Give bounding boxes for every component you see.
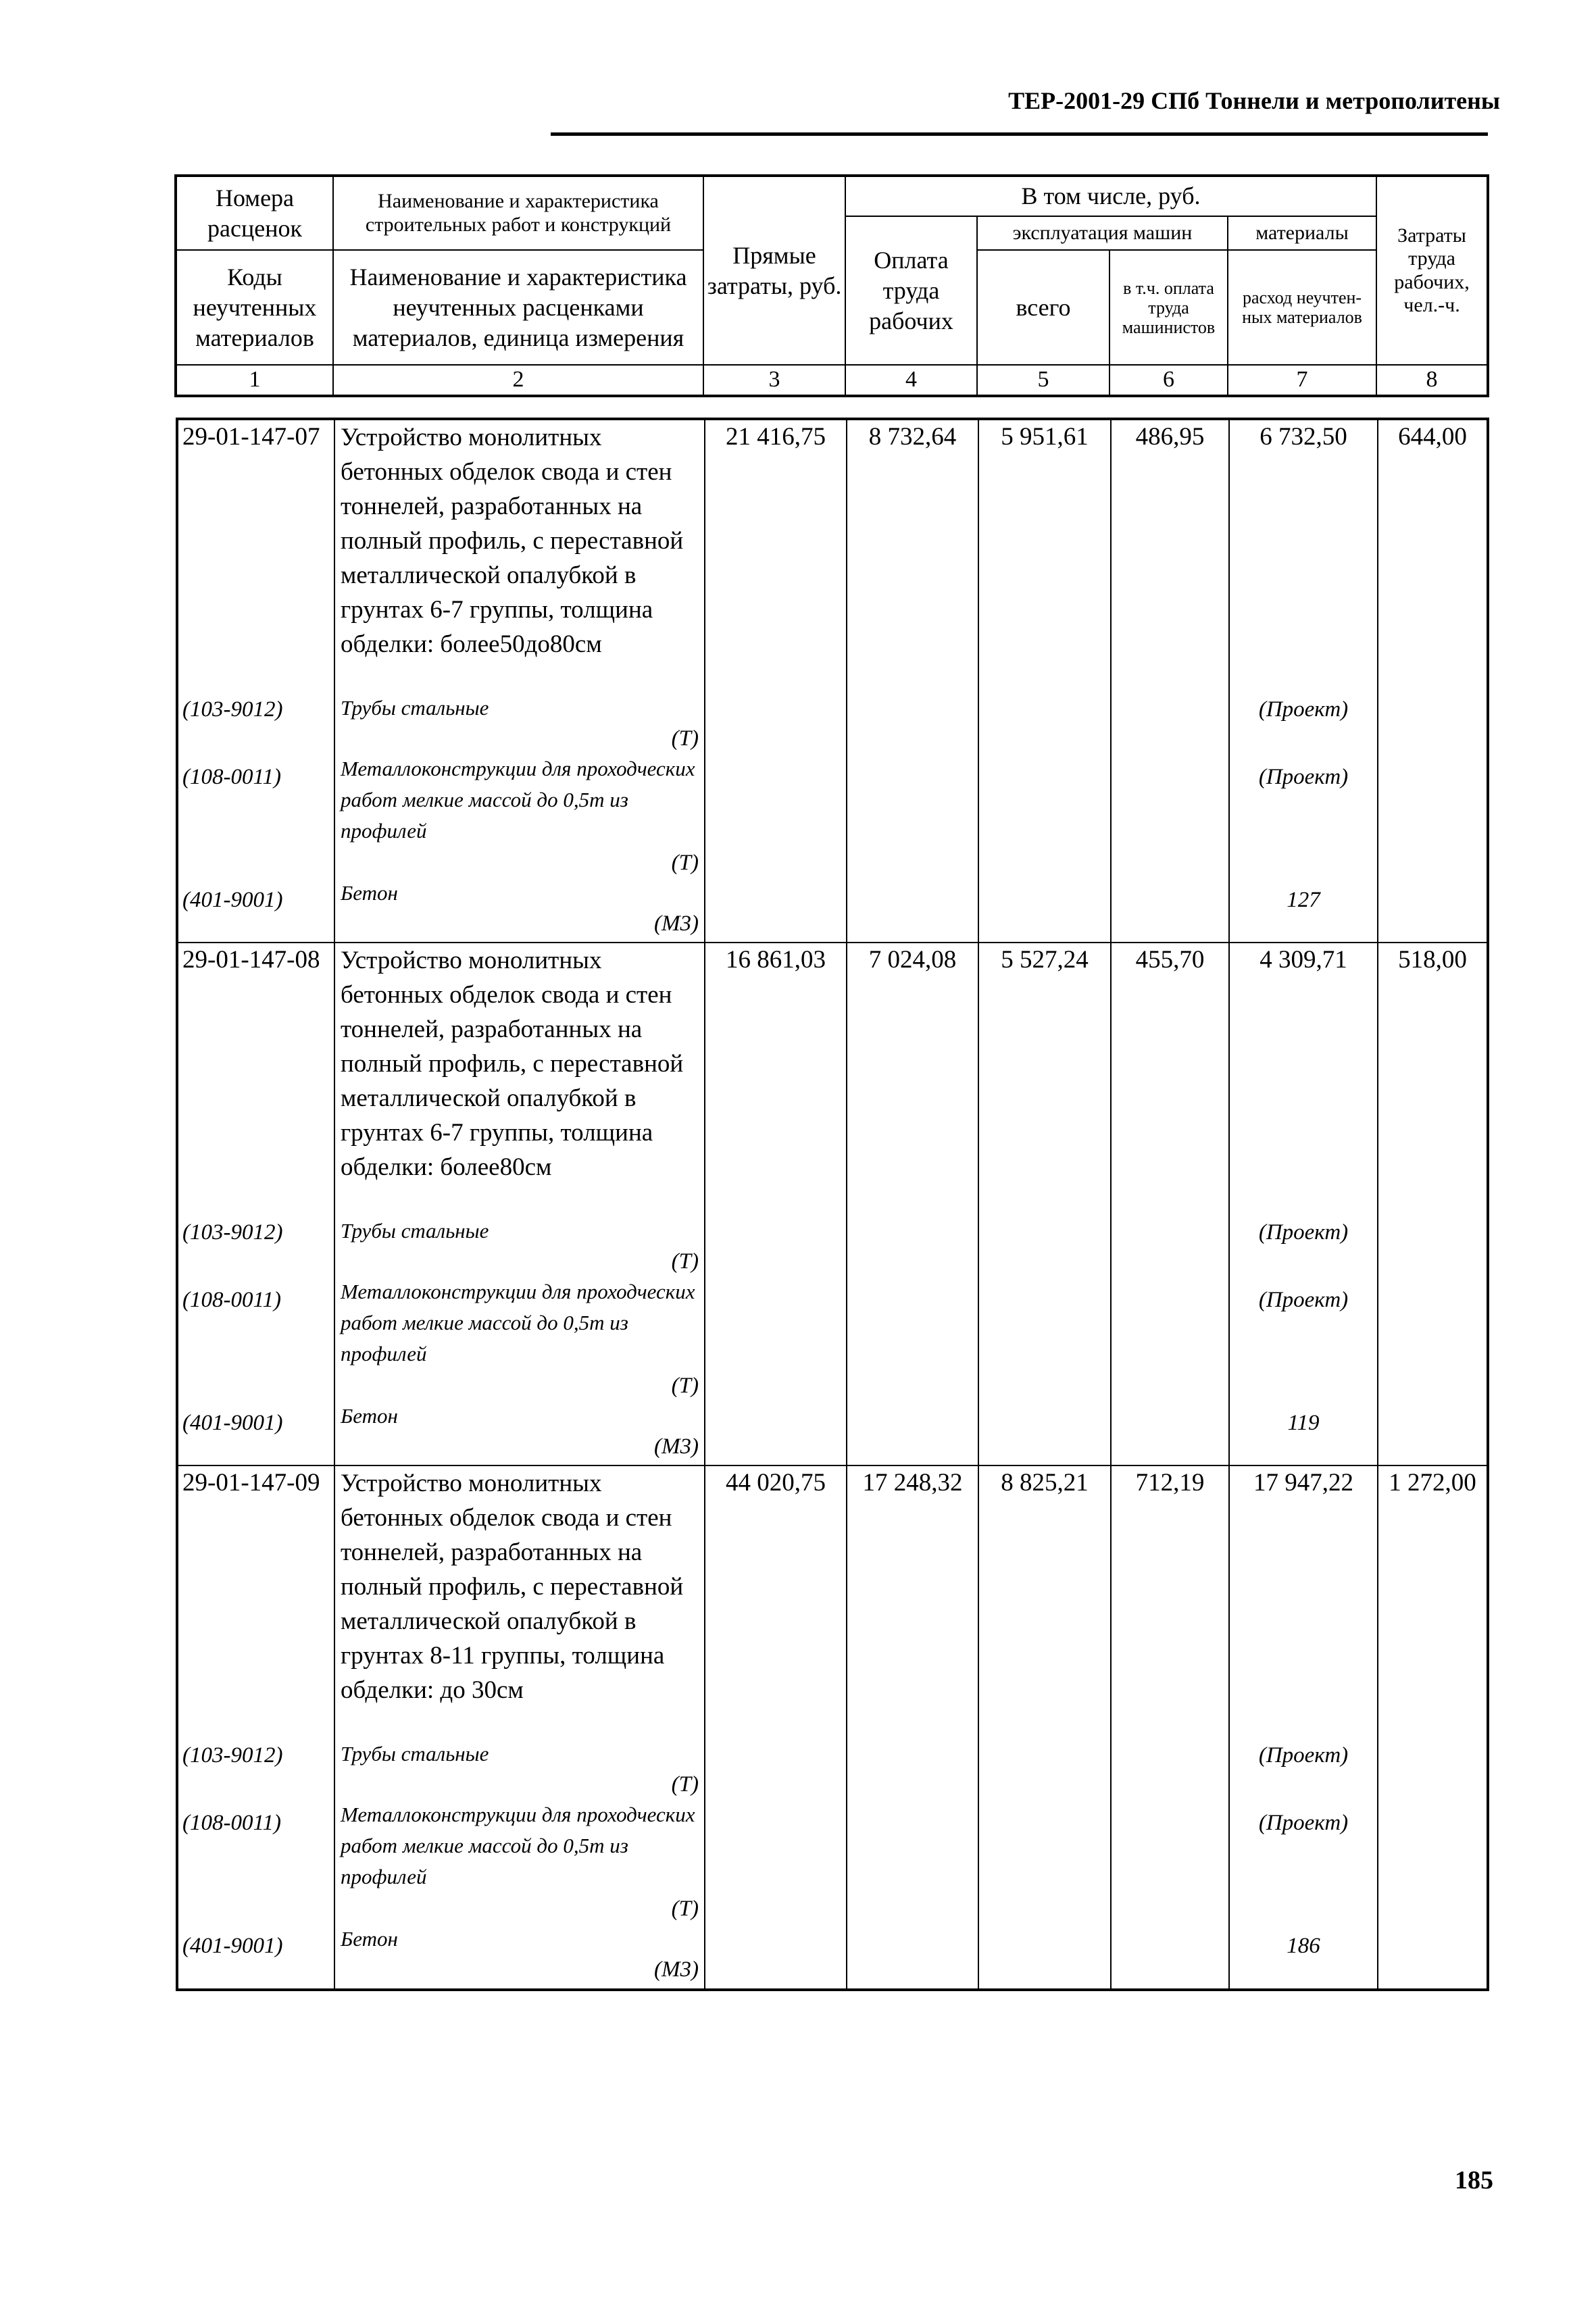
material-value: 186	[1287, 1934, 1320, 1958]
material-code: (108-0011)	[182, 765, 282, 789]
col-header-codes: Номера расценок	[176, 176, 333, 250]
operators-cost: 486,95	[1111, 419, 1229, 943]
material-unit: (Т)	[671, 1772, 699, 1797]
material-value: 127	[1287, 888, 1320, 912]
col-header-materials-name: Наименование и характеристика неучтенных расценками материалов, единица измерения	[333, 250, 703, 365]
col-header-codes-unaccounted: Коды неучтенных материалов	[176, 250, 333, 365]
material-value: (Проект)	[1258, 697, 1349, 722]
material-unit: (М3)	[654, 1434, 699, 1459]
col-header-hours: Затраты труда рабочих, чел.-ч.	[1376, 176, 1488, 365]
material-name: Бетон	[341, 1927, 398, 1951]
table-row	[177, 1465, 1488, 1990]
material-name: Бетон	[341, 881, 398, 905]
material-unit: (Т)	[671, 1374, 699, 1398]
material-code: (108-0011)	[182, 1288, 282, 1312]
material-name: Металлоконструкции для проходческих работ мелкие массой до 0,5т из профилей	[341, 757, 695, 843]
material-value: (Проект)	[1258, 1220, 1349, 1245]
material-value: 119	[1287, 1411, 1320, 1435]
rate-code: 29-01-147-07	[182, 423, 320, 451]
work-description: Устройство монолитных бетонных обделок свода и стен тоннелей, разработанных на полный профиль, с переставной металлической опалубкой в грунтах 6-7 группы, толщина обделки: более50до80см	[341, 424, 684, 658]
col-number: 6	[1109, 365, 1228, 396]
direct-cost: 21 416,75	[705, 419, 847, 943]
page-number: 185	[1455, 2166, 1493, 2195]
material-unit: (Т)	[671, 726, 699, 751]
material-name: Трубы стальные	[341, 1219, 489, 1243]
col-number: 1	[176, 365, 333, 396]
labor-hours: 644,00	[1378, 419, 1488, 943]
column-header-table	[174, 174, 1489, 397]
material-name: Трубы стальные	[341, 1742, 489, 1765]
work-description: Устройство монолитных бетонных обделок свода и стен тоннелей, разработанных на полный профиль, с переставной металлической опалубкой в грунтах 8-11 группы, толщина обделки: до 30см	[341, 1470, 684, 1704]
materials-cost: 4 309,71	[1260, 946, 1347, 974]
col-number: 7	[1228, 365, 1376, 396]
col-header-materials-usage: расход неучтен-ных материалов	[1228, 250, 1376, 365]
labor-hours: 1 272,00	[1378, 1465, 1488, 1990]
work-description: Устройство монолитных бетонных обделок свода и стен тоннелей, разработанных на полный профиль, с переставной металлической опалубкой в грунтах 6-7 группы, толщина обделки: более80см	[341, 947, 684, 1181]
rate-code: 29-01-147-08	[182, 946, 320, 974]
material-name: Металлоконструкции для проходческих работ мелкие массой до 0,5т из профилей	[341, 1280, 695, 1365]
col-number: 3	[703, 365, 845, 396]
material-unit: (Т)	[671, 851, 699, 875]
material-code: (103-9012)	[182, 697, 283, 722]
col-number: 4	[845, 365, 977, 396]
material-unit: (Т)	[671, 1249, 699, 1274]
material-code: (103-9012)	[182, 1743, 283, 1768]
col-header-labor: Оплата труда рабочих	[845, 216, 977, 365]
col-number: 2	[333, 365, 703, 396]
operators-cost: 455,70	[1111, 943, 1229, 1465]
col-header-machines-total: всего	[977, 250, 1109, 365]
material-value: (Проект)	[1258, 765, 1349, 789]
col-header-name: Наименование и характеристика строительных работ и конструкций	[333, 176, 703, 250]
direct-cost: 44 020,75	[705, 1465, 847, 1990]
col-header-direct: Прямые затраты, руб.	[703, 176, 845, 365]
material-code: (103-9012)	[182, 1220, 283, 1245]
material-unit: (М3)	[654, 1957, 699, 1982]
material-value: (Проект)	[1258, 1743, 1349, 1768]
col-number: 8	[1376, 365, 1488, 396]
material-name: Бетон	[341, 1404, 398, 1428]
machines-cost: 5 527,24	[978, 943, 1111, 1465]
header-rule	[551, 132, 1488, 136]
document-title: ТЕР-2001-29 СПб Тоннели и метрополитены	[1008, 87, 1500, 114]
table-row	[177, 419, 1488, 943]
material-unit: (Т)	[671, 1897, 699, 1921]
col-header-materials: материалы	[1228, 216, 1376, 250]
labor-hours: 518,00	[1378, 943, 1488, 1465]
labor-cost: 8 732,64	[847, 419, 978, 943]
operators-cost: 712,19	[1111, 1465, 1229, 1990]
material-name: Трубы стальные	[341, 696, 489, 720]
material-code: (108-0011)	[182, 1811, 282, 1835]
materials-cost: 17 947,22	[1253, 1469, 1353, 1497]
col-header-operators: в т.ч. оплата труда машинистов	[1109, 250, 1228, 365]
materials-cost: 6 732,50	[1260, 423, 1347, 451]
col-header-machines: эксплуатация машин	[977, 216, 1228, 250]
labor-cost: 17 248,32	[847, 1465, 978, 1990]
machines-cost: 5 951,61	[978, 419, 1111, 943]
material-code: (401-9001)	[182, 1934, 283, 1958]
direct-cost: 16 861,03	[705, 943, 847, 1465]
price-table	[176, 418, 1489, 1991]
material-value: (Проект)	[1258, 1811, 1349, 1835]
material-value: (Проект)	[1258, 1288, 1349, 1312]
material-name: Металлоконструкции для проходческих работ мелкие массой до 0,5т из профилей	[341, 1803, 695, 1888]
labor-cost: 7 024,08	[847, 943, 978, 1465]
col-header-group: В том числе, руб.	[845, 176, 1376, 216]
material-code: (401-9001)	[182, 1411, 283, 1435]
col-number: 5	[977, 365, 1109, 396]
table-row	[177, 943, 1488, 1465]
material-code: (401-9001)	[182, 888, 283, 912]
material-unit: (М3)	[654, 911, 699, 936]
rate-code: 29-01-147-09	[182, 1469, 320, 1497]
machines-cost: 8 825,21	[978, 1465, 1111, 1990]
